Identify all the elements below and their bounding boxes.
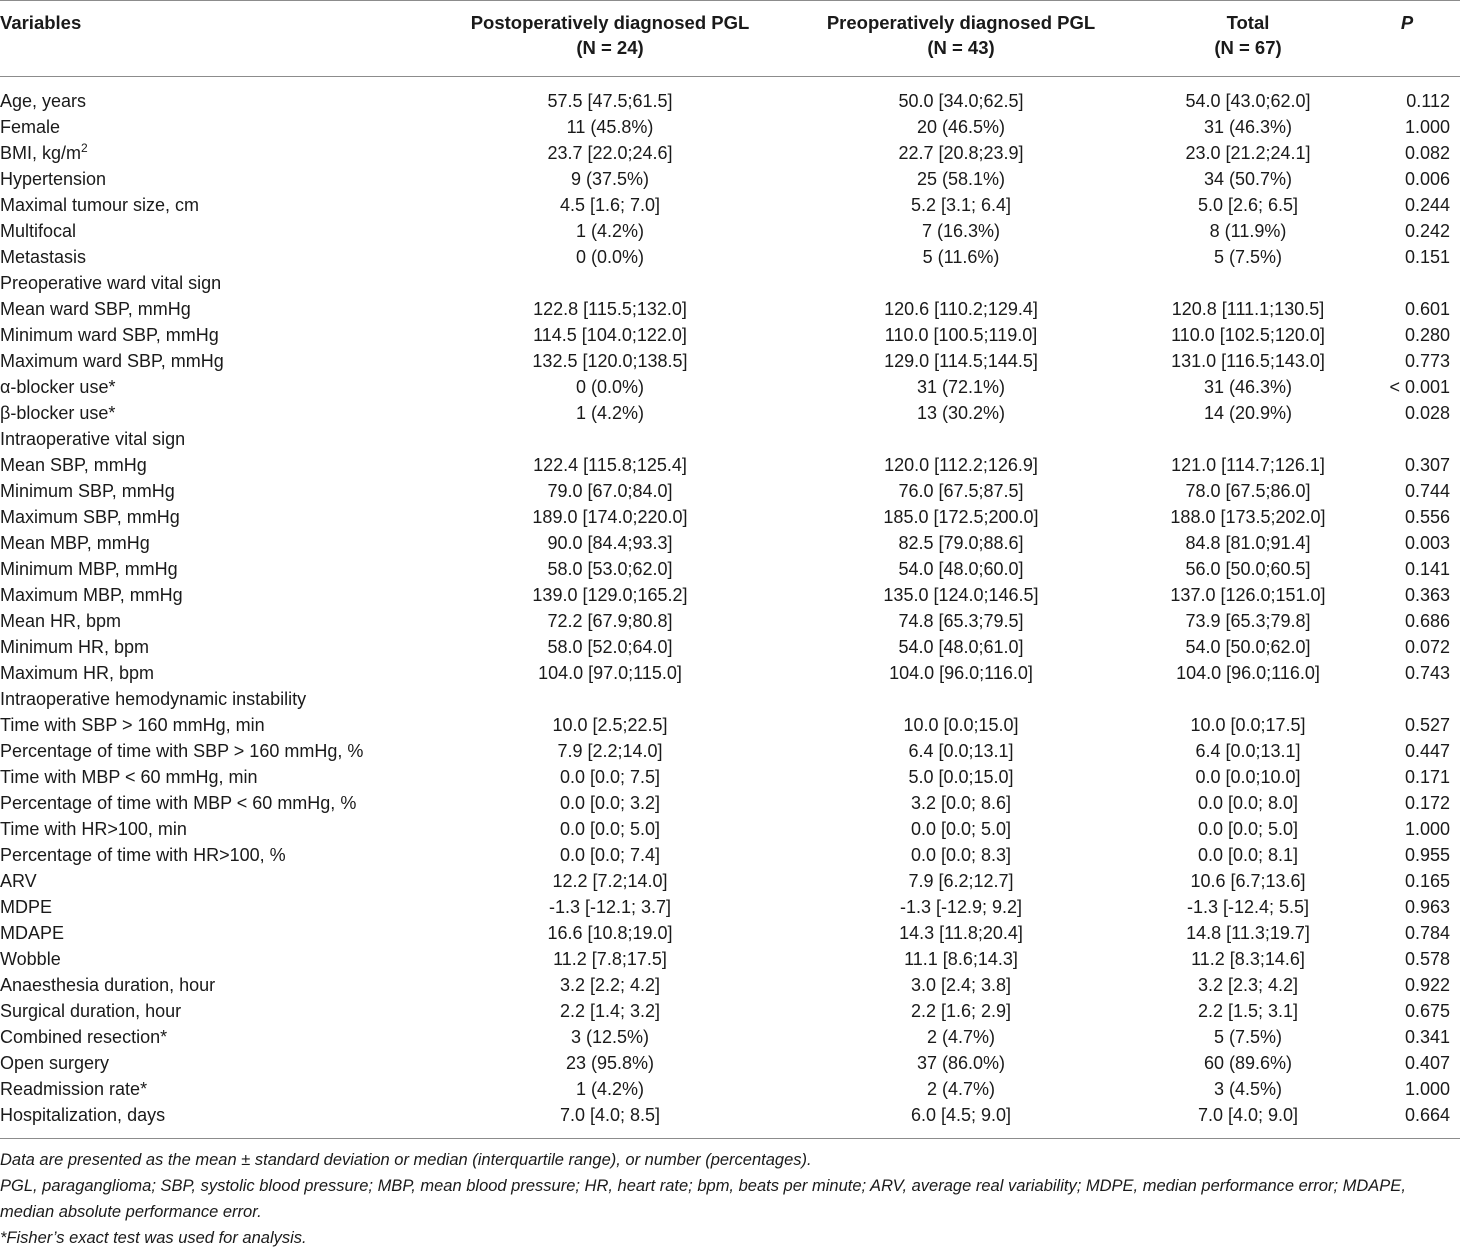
cell-postoperative: 122.4 [115.8;125.4] — [533, 455, 687, 475]
cell-preoperative: 135.0 [124.0;146.5] — [883, 585, 1039, 605]
cell-p-value: 0.171 — [1404, 767, 1450, 787]
cell-preoperative: 6.4 [0.0;13.1] — [908, 741, 1014, 761]
table-header — [0, 10, 1460, 76]
cell-p-value: 0.743 — [1404, 663, 1450, 683]
cell-total: 54.0 [50.0;62.0] — [1185, 637, 1311, 657]
cell-postoperative — [440, 426, 780, 452]
table-row — [0, 582, 1460, 608]
cell-postoperative: 7.9 [2.2;14.0] — [557, 741, 663, 761]
cell-postoperative: 72.2 [67.9;80.8] — [547, 611, 673, 631]
table-row — [0, 1024, 1460, 1050]
table-row — [0, 634, 1460, 660]
row-label: Maximum ward SBP, mmHg — [0, 351, 224, 371]
cell-postoperative — [440, 686, 780, 712]
cell-total: 0.0 [0.0; 8.0] — [1197, 793, 1299, 813]
cell-preoperative: 2 (4.7%) — [926, 1027, 996, 1047]
cell-total: 54.0 [43.0;62.0] — [1185, 91, 1311, 111]
cell-total: 6.4 [0.0;13.1] — [1195, 741, 1301, 761]
cell-postoperative: -1.3 [-12.1; 3.7] — [548, 897, 672, 917]
cell-postoperative: 132.5 [120.0;138.5] — [532, 351, 688, 371]
cell-p-value: 0.922 — [1404, 975, 1450, 995]
table-body — [0, 76, 1460, 1128]
row-label: β-blocker use* — [0, 403, 116, 423]
cell-total: 120.8 [111.1;130.5] — [1171, 299, 1325, 319]
row-label: Maximum MBP, mmHg — [0, 585, 183, 605]
cell-postoperative: 1 (4.2%) — [575, 1079, 645, 1099]
cell-p-value: 0.601 — [1404, 299, 1450, 319]
cell-postoperative: 104.0 [97.0;115.0] — [538, 663, 682, 683]
cell-postoperative: 23.7 [22.0;24.6] — [547, 143, 673, 163]
row-label: Time with HR>100, min — [0, 819, 187, 839]
cell-total: 104.0 [96.0;116.0] — [1176, 663, 1320, 683]
cell-preoperative: 2 (4.7%) — [926, 1079, 996, 1099]
table-row — [0, 1050, 1460, 1076]
cell-preoperative: 185.0 [172.5;200.0] — [883, 507, 1039, 527]
cell-total: 131.0 [116.5;143.0] — [1171, 351, 1325, 371]
table-row — [0, 686, 1460, 712]
cell-postoperative: 3 (12.5%) — [570, 1027, 650, 1047]
table-row — [0, 946, 1460, 972]
header-postoperative: Postoperatively diagnosed PGL (N = 24) — [470, 12, 750, 58]
cell-total: 78.0 [67.5;86.0] — [1185, 481, 1311, 501]
cell-p-value: 0.578 — [1404, 949, 1450, 969]
cell-postoperative: 0.0 [0.0; 7.4] — [559, 845, 661, 865]
table-row — [0, 764, 1460, 790]
cell-postoperative: 1 (4.2%) — [575, 403, 645, 423]
table-row — [0, 426, 1460, 452]
cell-preoperative: 129.0 [114.5;144.5] — [884, 351, 1038, 371]
cell-total: 84.8 [81.0;91.4] — [1185, 533, 1311, 553]
table-row — [0, 868, 1460, 894]
row-label: Mean HR, bpm — [0, 611, 122, 631]
cell-total: 11.2 [8.3;14.6] — [1191, 949, 1305, 969]
table-row — [0, 270, 1460, 296]
row-label: Mean ward SBP, mmHg — [0, 299, 191, 319]
cell-postoperative: 11.2 [7.8;17.5] — [553, 949, 667, 969]
cell-total: 14 (20.9%) — [1203, 403, 1293, 423]
cell-postoperative: 0 (0.0%) — [575, 247, 645, 267]
cell-p-value: 0.244 — [1404, 195, 1450, 215]
table-row — [0, 374, 1460, 400]
cell-p-value: 0.003 — [1404, 533, 1450, 553]
row-label: Intraoperative vital sign — [0, 429, 186, 449]
cell-p-value: 0.363 — [1404, 585, 1450, 605]
cell-preoperative: 0.0 [0.0; 5.0] — [910, 819, 1012, 839]
cell-postoperative: 189.0 [174.0;220.0] — [532, 507, 688, 527]
row-label: Hospitalization, days — [0, 1105, 166, 1125]
cell-preoperative: 0.0 [0.0; 8.3] — [910, 845, 1012, 865]
table-row — [0, 296, 1460, 322]
cell-p-value: 0.955 — [1404, 845, 1450, 865]
header-variables: Variables — [0, 12, 82, 33]
cell-postoperative: 0.0 [0.0; 3.2] — [559, 793, 661, 813]
cell-p-value — [1354, 270, 1460, 296]
cell-total: 0.0 [0.0;10.0] — [1195, 767, 1301, 787]
table-row — [0, 920, 1460, 946]
data-table — [0, 10, 1460, 1128]
cell-total: 5.0 [2.6; 6.5] — [1197, 195, 1299, 215]
row-label: Hypertension — [0, 169, 107, 189]
cell-total: 31 (46.3%) — [1203, 377, 1293, 397]
cell-total — [1142, 686, 1354, 712]
cell-total: 34 (50.7%) — [1203, 169, 1293, 189]
cell-total: 14.8 [11.3;19.7] — [1186, 923, 1310, 943]
cell-preoperative — [780, 426, 1142, 452]
cell-p-value: 0.744 — [1404, 481, 1450, 501]
row-label: Wobble — [0, 949, 61, 969]
cell-total: 5 (7.5%) — [1213, 1027, 1283, 1047]
cell-p-value: 0.407 — [1404, 1053, 1450, 1073]
table-row — [0, 530, 1460, 556]
cell-p-value: 0.341 — [1404, 1027, 1450, 1047]
cell-postoperative: 139.0 [129.0;165.2] — [532, 585, 688, 605]
cell-preoperative: 82.5 [79.0;88.6] — [898, 533, 1024, 553]
table-row — [0, 712, 1460, 738]
cell-postoperative: 4.5 [1.6; 7.0] — [559, 195, 661, 215]
table-row — [0, 88, 1460, 114]
cell-p-value: 0.072 — [1404, 637, 1450, 657]
cell-p-value: 0.784 — [1404, 923, 1450, 943]
cell-postoperative: 0 (0.0%) — [575, 377, 645, 397]
cell-preoperative: 20 (46.5%) — [916, 117, 1006, 137]
table-row — [0, 660, 1460, 686]
cell-total: 10.0 [0.0;17.5] — [1190, 715, 1306, 735]
footnote-fisher-test: *Fisher’s exact test was used for analysis. — [0, 1229, 307, 1247]
cell-p-value: 0.242 — [1404, 221, 1450, 241]
cell-preoperative — [780, 270, 1142, 296]
cell-total: 10.6 [6.7;13.6] — [1190, 871, 1306, 891]
cell-postoperative: 23 (95.8%) — [565, 1053, 655, 1073]
cell-p-value: 0.141 — [1404, 559, 1450, 579]
cell-p-value: 0.082 — [1404, 143, 1450, 163]
cell-p-value: 0.028 — [1404, 403, 1450, 423]
cell-postoperative: 10.0 [2.5;22.5] — [552, 715, 668, 735]
row-label: BMI, $kg/m^2$ — [0, 141, 88, 163]
row-label: Readmission rate* — [0, 1079, 148, 1099]
header-row — [0, 10, 1460, 76]
cell-total: 31 (46.3%) — [1203, 117, 1293, 137]
row-label: Anaesthesia duration, hour — [0, 975, 216, 995]
table-row — [0, 166, 1460, 192]
cell-total: 2.2 [1.5; 3.1] — [1197, 1001, 1299, 1021]
cell-preoperative: 31 (72.1%) — [916, 377, 1006, 397]
cell-preoperative: 10.0 [0.0;15.0] — [903, 715, 1019, 735]
cell-postoperative: 11 (45.8%) — [566, 117, 654, 137]
cell-preoperative: 76.0 [67.5;87.5] — [898, 481, 1024, 501]
cell-total: -1.3 [-12.4; 5.5] — [1186, 897, 1310, 917]
cell-total: 7.0 [4.0; 9.0] — [1197, 1105, 1299, 1125]
cell-preoperative: 110.0 [100.5;119.0] — [884, 325, 1038, 345]
table-row — [0, 244, 1460, 270]
footnote-abbreviations: PGL, paraganglioma; SBP, systolic blood pressure; MBP, mean blood pressure; HR, heart rate; bpm, beats per minute; ARV, average real variability; MDPE, median performance error; MDAPE, median absolute performance error. — [0, 1177, 1406, 1221]
header-preoperative: Preoperatively diagnosed PGL (N = 43) — [826, 12, 1096, 58]
row-label: Maximum SBP, mmHg — [0, 507, 180, 527]
table-row — [0, 556, 1460, 582]
cell-total: 121.0 [114.7;126.1] — [1171, 455, 1325, 475]
header-p-value: P — [1400, 12, 1414, 33]
cell-total: 188.0 [173.5;202.0] — [1170, 507, 1326, 527]
row-label: Percentage of time with SBP > 160 mmHg, % — [0, 741, 364, 761]
cell-preoperative: 3.2 [0.0; 8.6] — [910, 793, 1012, 813]
cell-total: 137.0 [126.0;151.0] — [1170, 585, 1326, 605]
cell-postoperative — [440, 270, 780, 296]
row-label: Surgical duration, hour — [0, 1001, 182, 1021]
cell-preoperative: 7 (16.3%) — [921, 221, 1001, 241]
row-label: MDPE — [0, 897, 53, 917]
cell-total: 0.0 [0.0; 8.1] — [1197, 845, 1299, 865]
table-row — [0, 738, 1460, 764]
cell-preoperative: 13 (30.2%) — [916, 403, 1006, 423]
cell-postoperative: 58.0 [53.0;62.0] — [547, 559, 673, 579]
row-label: Mean MBP, mmHg — [0, 533, 150, 553]
cell-p-value: 0.112 — [1406, 91, 1450, 111]
unit-superscript: 2 — [81, 141, 88, 155]
cell-postoperative: 9 (37.5%) — [570, 169, 650, 189]
row-label: Minimum SBP, mmHg — [0, 481, 175, 501]
table-row — [0, 218, 1460, 244]
row-label: ARV — [0, 871, 37, 891]
cell-preoperative: 5.2 [3.1; 6.4] — [910, 195, 1012, 215]
table-row — [0, 816, 1460, 842]
footnote-data-presentation: Data are presented as the mean ± standard deviation or median (interquartile range), or number (percentages). — [0, 1151, 812, 1169]
cell-p-value: 0.447 — [1404, 741, 1450, 761]
table-row — [0, 790, 1460, 816]
cell-preoperative: 6.0 [4.5; 9.0] — [910, 1105, 1012, 1125]
row-label: Time with SBP > 160 mmHg, min — [0, 715, 265, 735]
table-row — [0, 608, 1460, 634]
cell-total: 3.2 [2.3; 4.2] — [1197, 975, 1299, 995]
cell-total: 23.0 [21.2;24.1] — [1185, 143, 1311, 163]
table-top-rule — [0, 0, 1460, 1]
row-label: Percentage of time with MBP < 60 mmHg, % — [0, 793, 357, 813]
cell-p-value — [1354, 686, 1460, 712]
cell-p-value: 0.686 — [1404, 611, 1450, 631]
row-label: Age, years — [0, 91, 87, 111]
table-row — [0, 478, 1460, 504]
table-row — [0, 322, 1460, 348]
cell-preoperative: 3.0 [2.4; 3.8] — [910, 975, 1012, 995]
table-row — [0, 504, 1460, 530]
row-label: Minimum HR, bpm — [0, 637, 150, 657]
cell-preoperative: 7.9 [6.2;12.7] — [908, 871, 1014, 891]
table-row — [0, 452, 1460, 478]
cell-preoperative: 54.0 [48.0;60.0] — [898, 559, 1024, 579]
cell-preoperative: 22.7 [20.8;23.9] — [898, 143, 1024, 163]
row-label: Female — [0, 117, 61, 137]
cell-p-value: 0.006 — [1404, 169, 1450, 189]
cell-p-value — [1354, 426, 1460, 452]
row-label: Open surgery — [0, 1053, 110, 1073]
cell-total: 5 (7.5%) — [1213, 247, 1283, 267]
table-row — [0, 1102, 1460, 1128]
cell-p-value: 0.556 — [1404, 507, 1450, 527]
cell-p-value: 0.280 — [1404, 325, 1450, 345]
cell-preoperative: 120.0 [112.2;126.9] — [884, 455, 1038, 475]
table-row — [0, 348, 1460, 374]
row-label: Combined resection* — [0, 1027, 168, 1047]
cell-p-value: 0.307 — [1404, 455, 1450, 475]
cell-total: 60 (89.6%) — [1203, 1053, 1293, 1073]
cell-postoperative: 7.0 [4.0; 8.5] — [559, 1105, 661, 1125]
row-label: Minimum ward SBP, mmHg — [0, 325, 219, 345]
cell-p-value: 0.527 — [1404, 715, 1450, 735]
cell-p-value: 0.151 — [1404, 247, 1450, 267]
cell-p-value: 0.963 — [1404, 897, 1450, 917]
cell-p-value: 0.664 — [1404, 1105, 1450, 1125]
cell-preoperative: 2.2 [1.6; 2.9] — [910, 1001, 1012, 1021]
cell-postoperative: 2.2 [1.4; 3.2] — [559, 1001, 661, 1021]
cell-total: 73.9 [65.3;79.8] — [1185, 611, 1311, 631]
row-label: Mean SBP, mmHg — [0, 455, 147, 475]
cell-postoperative: 90.0 [84.4;93.3] — [547, 533, 673, 553]
row-label: α-blocker use* — [0, 377, 116, 397]
cell-p-value: 1.000 — [1404, 1079, 1450, 1099]
row-label: Preoperative ward vital sign — [0, 273, 222, 293]
cell-total: 56.0 [50.0;60.5] — [1185, 559, 1311, 579]
cell-p-value: 0.172 — [1404, 793, 1450, 813]
cell-preoperative: 54.0 [48.0;61.0] — [898, 637, 1024, 657]
cell-postoperative: 16.6 [10.8;19.0] — [547, 923, 673, 943]
cell-p-value: 1.000 — [1404, 117, 1450, 137]
row-label: Metastasis — [0, 247, 87, 267]
cell-total — [1142, 270, 1354, 296]
cell-preoperative: 11.1 [8.6;14.3] — [904, 949, 1018, 969]
row-label: Multifocal — [0, 221, 77, 241]
cell-postoperative: 3.2 [2.2; 4.2] — [559, 975, 661, 995]
cell-preoperative: 104.0 [96.0;116.0] — [889, 663, 1033, 683]
cell-p-value: 0.773 — [1404, 351, 1450, 371]
cell-preoperative: 74.8 [65.3;79.5] — [898, 611, 1024, 631]
table-row — [0, 192, 1460, 218]
cell-total — [1142, 426, 1354, 452]
cell-p-value: 0.675 — [1404, 1001, 1450, 1021]
spacer-row — [0, 76, 1460, 88]
row-label: Percentage of time with HR>100, % — [0, 845, 286, 865]
cell-postoperative: 1 (4.2%) — [575, 221, 645, 241]
table-row — [0, 114, 1460, 140]
row-label: Maximal tumour size, cm — [0, 195, 200, 215]
cell-preoperative: 120.6 [110.2;129.4] — [884, 299, 1038, 319]
cell-total: 8 (11.9%) — [1209, 221, 1287, 241]
cell-postoperative: 0.0 [0.0; 7.5] — [559, 767, 661, 787]
cell-total: 0.0 [0.0; 5.0] — [1197, 819, 1299, 839]
cell-preoperative: 37 (86.0%) — [916, 1053, 1006, 1073]
cell-postoperative: 57.5 [47.5;61.5] — [547, 91, 673, 111]
table-row — [0, 1076, 1460, 1102]
row-label: Intraoperative hemodynamic instability — [0, 689, 307, 709]
cell-preoperative: 5.0 [0.0;15.0] — [908, 767, 1014, 787]
row-label: Minimum MBP, mmHg — [0, 559, 178, 579]
cell-postoperative: 58.0 [52.0;64.0] — [547, 637, 673, 657]
cell-preoperative: 25 (58.1%) — [916, 169, 1006, 189]
cell-p-value: < 0.001 — [1389, 377, 1450, 397]
cell-preoperative: -1.3 [-12.9; 9.2] — [899, 897, 1023, 917]
cell-postoperative: 12.2 [7.2;14.0] — [552, 871, 668, 891]
header-total: Total (N = 67) — [1214, 12, 1282, 58]
cell-p-value: 1.000 — [1404, 819, 1450, 839]
table-row — [0, 998, 1460, 1024]
cell-p-value: 0.165 — [1404, 871, 1450, 891]
row-label: Maximum HR, bpm — [0, 663, 155, 683]
table-row — [0, 972, 1460, 998]
row-label: MDAPE — [0, 923, 65, 943]
table-row — [0, 894, 1460, 920]
cell-preoperative: 5 (11.6%) — [922, 247, 1000, 267]
table-bottom-rule — [0, 1138, 1460, 1139]
cell-postoperative: 122.8 [115.5;132.0] — [533, 299, 687, 319]
cell-preoperative — [780, 686, 1142, 712]
table-row — [0, 140, 1460, 166]
cell-postoperative: 0.0 [0.0; 5.0] — [559, 819, 661, 839]
cell-postoperative: 79.0 [67.0;84.0] — [547, 481, 673, 501]
cell-preoperative: 14.3 [11.8;20.4] — [899, 923, 1023, 943]
cell-total: 110.0 [102.5;120.0] — [1171, 325, 1325, 345]
table-row — [0, 842, 1460, 868]
cell-postoperative: 114.5 [104.0;122.0] — [533, 325, 687, 345]
cell-total: 3 (4.5%) — [1213, 1079, 1283, 1099]
row-label: Time with MBP < 60 mmHg, min — [0, 767, 258, 787]
cell-preoperative: 50.0 [34.0;62.5] — [898, 91, 1024, 111]
table-row — [0, 400, 1460, 426]
